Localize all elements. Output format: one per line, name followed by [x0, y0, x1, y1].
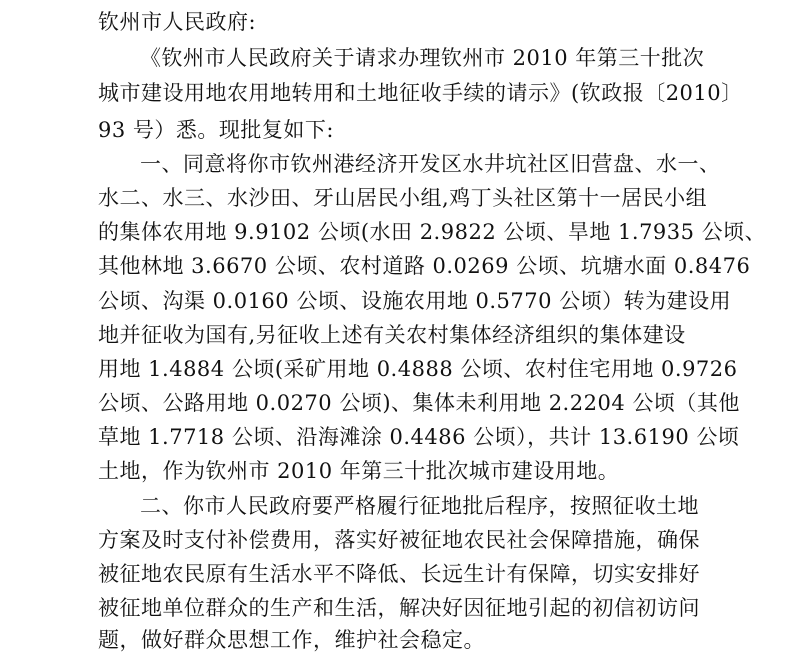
salutation: 钦州市人民政府:: [98, 10, 257, 34]
intro-line: 93 号）悉。现批复如下:: [98, 118, 334, 142]
item1-line: 用地 1.4884 公顷(采矿用地 0.4888 公顷、农村住宅用地 0.9726: [98, 357, 738, 381]
intro-line: 《钦州市人民政府关于请求办理钦州市 2010 年第三十批次: [140, 46, 705, 70]
item2-line: 题，做好群众思想工作，维护社会稳定。: [98, 628, 485, 652]
item1-line: 公顷、公路用地 0.0270 公顷)、集体未利用地 2.2204 公顷（其他: [98, 391, 740, 415]
intro-line: 城市建设用地农用地转用和土地征收手续的请示》(钦政报〔2010〕: [98, 81, 743, 105]
item1-line: 公顷、沟渠 0.0160 公顷、设施农用地 0.5770 公顷）转为建设用: [98, 289, 732, 313]
item1-line: 一、同意将你市钦州港经济开发区水井坑社区旧营盘、水一、: [140, 152, 721, 176]
item2-line: 方案及时支付补偿费用，落实好被征地农民社会保障措施，确保: [98, 528, 700, 552]
item1-line: 草地 1.7718 公顷、沿海滩涂 0.4486 公顷），共计 13.6190 公顷: [98, 425, 740, 449]
item2-line: 被征地农民原有生活水平不降低、长远生计有保障，切实安排好: [98, 562, 700, 586]
item2-line: 二、你市人民政府要严格履行征地批后程序，按照征收土地: [140, 494, 699, 518]
item2-line: 被征地单位群众的生产和生活，解决好因征地引起的初信初访问: [98, 596, 700, 620]
item1-line: 地并征收为国有,另征收上述有关农村集体经济组织的集体建设: [98, 323, 686, 347]
item1-line: 土地，作为钦州市 2010 年第三十批次城市建设用地。: [98, 459, 620, 483]
item1-line: 水二、水三、水沙田、牙山居民小组,鸡丁头社区第十一居民小组: [98, 186, 708, 210]
item1-line: 的集体农用地 9.9102 公顷(水田 2.9822 公顷、旱地 1.7935 公顷、: [98, 220, 767, 244]
item1-line: 其他林地 3.6670 公顷、农村道路 0.0269 公顷、坑塘水面 0.8476: [98, 254, 751, 278]
